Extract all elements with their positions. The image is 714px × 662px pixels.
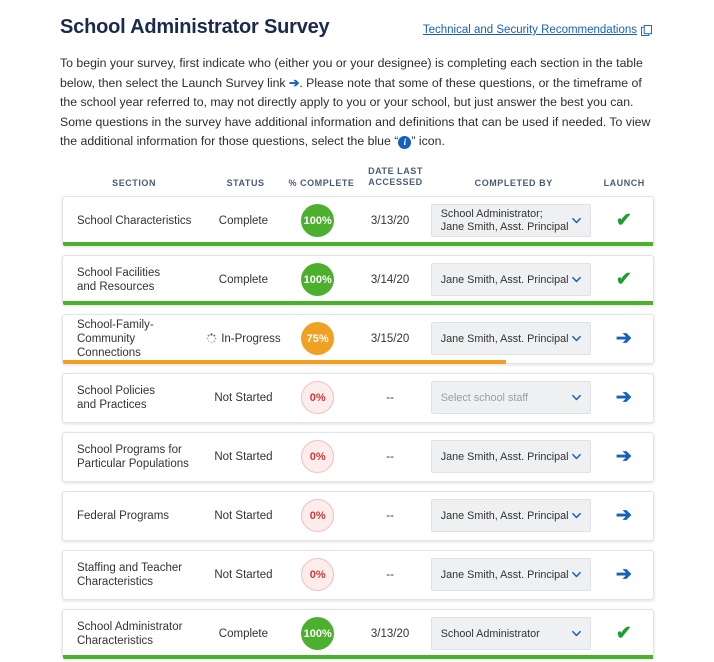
- table-row: [62, 314, 654, 364]
- row-percent-cell: [282, 197, 353, 245]
- row-status: [205, 492, 282, 540]
- row-status-label: Not Started: [214, 450, 273, 463]
- row-completed-by-cell: [427, 551, 595, 599]
- table-row: [62, 609, 654, 659]
- arrow-glyph-icon: ➔: [289, 75, 300, 90]
- completed-by-select[interactable]: [431, 263, 591, 296]
- table-row: [62, 550, 654, 600]
- check-icon[interactable]: ✔: [615, 269, 632, 291]
- survey-sections-table: [0, 152, 714, 659]
- info-icon: i: [398, 136, 411, 149]
- intro-text-3: ” icon.: [411, 134, 445, 149]
- row-launch-cell: [595, 256, 653, 304]
- arrow-icon[interactable]: ➔: [615, 505, 632, 527]
- row-status: [205, 315, 282, 363]
- completed-by-select[interactable]: [431, 440, 591, 473]
- completed-by-value: Jane Smith, Asst. Principal: [440, 568, 569, 581]
- row-status-label: Not Started: [214, 568, 273, 581]
- completed-by-select[interactable]: [431, 204, 591, 237]
- completed-by-select[interactable]: [431, 617, 591, 650]
- row-percent-cell: [282, 551, 353, 599]
- percent-complete-badge: 100%: [301, 617, 334, 650]
- table-row: [62, 373, 654, 423]
- chevron-down-icon[interactable]: [571, 274, 582, 285]
- row-date-last-accessed: --: [386, 391, 394, 404]
- column-header-status: STATUS: [226, 177, 265, 188]
- page-header: [0, 0, 714, 40]
- row-launch-cell: [595, 492, 653, 540]
- external-link-icon: [641, 25, 652, 36]
- column-header-section: SECTION: [112, 177, 156, 188]
- column-header-completed-by: COMPLETED BY: [474, 177, 553, 188]
- arrow-icon[interactable]: ➔: [615, 387, 632, 409]
- row-completed-by-cell: [427, 610, 595, 658]
- row-status: [205, 551, 282, 599]
- row-section-name: School Facilities and Resources: [77, 266, 161, 293]
- chevron-down-icon[interactable]: [571, 510, 582, 521]
- row-percent-cell: [282, 433, 353, 481]
- row-section-name: School-Family-Community Connections: [77, 318, 154, 359]
- row-status-label: Not Started: [214, 509, 273, 522]
- completed-by-value: Select school staff: [440, 391, 529, 404]
- row-status: [205, 433, 282, 481]
- row-completed-by-cell: [427, 433, 595, 481]
- table-body: [62, 196, 654, 659]
- table-column-headers: [62, 166, 654, 196]
- chevron-down-icon[interactable]: [571, 333, 582, 344]
- table-row: [62, 255, 654, 305]
- arrow-icon[interactable]: ➔: [615, 564, 632, 586]
- row-percent-cell: [282, 256, 353, 304]
- intro-text-2: . Please note that some of these questions, or the timeframe of the school year referred to, may not directly apply to you or your school, but just answer the best you can. Some questions in the survey have additional information and definitions that can be used if needed. To view the additional information for those questions, select the blue “: [60, 75, 651, 149]
- chevron-down-icon[interactable]: [571, 215, 582, 226]
- row-percent-cell: [282, 374, 353, 422]
- row-date-last-accessed: 3/15/20: [370, 332, 410, 345]
- check-icon[interactable]: ✔: [615, 210, 632, 232]
- completed-by-value: Jane Smith, Asst. Principal: [440, 273, 569, 286]
- column-header-date-line1: DATE LAST: [368, 165, 423, 176]
- row-completed-by-cell: [427, 374, 595, 422]
- row-percent-cell: [282, 610, 353, 658]
- row-section-name: Staffing and Teacher Characteristics: [77, 561, 183, 588]
- percent-complete-badge: 0%: [301, 499, 334, 532]
- percent-complete-badge: 0%: [301, 440, 334, 473]
- intro-paragraph: [0, 40, 714, 152]
- column-header-date-line2: ACCESSED: [368, 176, 423, 187]
- technical-security-recommendations-label: Technical and Security Recommendations: [422, 24, 637, 36]
- column-header-launch: LAUNCH: [603, 177, 645, 188]
- column-header-date-last-accessed: [358, 166, 433, 188]
- percent-complete-badge: 0%: [301, 381, 334, 414]
- row-date-last-accessed: 3/13/20: [370, 214, 410, 227]
- row-status: [205, 610, 282, 658]
- row-progress-bar: [63, 655, 653, 659]
- row-status: [205, 197, 282, 245]
- row-date-last-accessed: 3/13/20: [370, 627, 410, 640]
- completed-by-select[interactable]: [431, 322, 591, 355]
- chevron-down-icon[interactable]: [571, 451, 582, 462]
- row-completed-by-cell: [427, 315, 595, 363]
- completed-by-select[interactable]: [431, 381, 591, 414]
- row-date-last-accessed: --: [386, 568, 394, 581]
- chevron-down-icon[interactable]: [571, 569, 582, 580]
- chevron-down-icon[interactable]: [571, 628, 582, 639]
- completed-by-value: School Administrator: [440, 627, 540, 640]
- row-status-label: In-Progress: [221, 332, 281, 345]
- row-launch-cell: [595, 551, 653, 599]
- row-section-name: School Administrator Characteristics: [77, 620, 183, 647]
- row-status-label: Not Started: [214, 391, 273, 404]
- row-completed-by-cell: [427, 492, 595, 540]
- row-section-name: School Characteristics: [77, 214, 192, 227]
- row-percent-cell: [282, 492, 353, 540]
- row-percent-cell: [282, 315, 353, 363]
- arrow-icon[interactable]: ➔: [615, 446, 632, 468]
- page-title: School Administrator Survey: [60, 16, 330, 38]
- row-section-name: School Policies and Practices: [77, 384, 155, 411]
- row-date-last-accessed: 3/14/20: [370, 273, 410, 286]
- row-status-label: Complete: [218, 627, 269, 640]
- row-section-name: Federal Programs: [77, 509, 170, 522]
- row-completed-by-cell: [427, 256, 595, 304]
- row-completed-by-cell: [427, 197, 595, 245]
- row-launch-cell: [595, 315, 653, 363]
- row-progress-bar: [63, 242, 653, 246]
- completed-by-value: School Administrator; Jane Smith, Asst. Principal: [440, 208, 569, 233]
- spinner-icon: [206, 333, 217, 344]
- row-launch-cell: [595, 610, 653, 658]
- row-status: [205, 256, 282, 304]
- table-row: [62, 491, 654, 541]
- completed-by-value: Jane Smith, Asst. Principal: [440, 332, 569, 345]
- row-progress-bar: [63, 360, 506, 364]
- percent-complete-badge: 0%: [301, 558, 334, 591]
- row-launch-cell: [595, 197, 653, 245]
- completed-by-select[interactable]: [431, 499, 591, 532]
- completed-by-select[interactable]: [431, 558, 591, 591]
- percent-complete-badge: 75%: [301, 322, 334, 355]
- row-progress-bar: [63, 301, 653, 305]
- technical-security-recommendations-link[interactable]: [423, 24, 652, 36]
- check-icon[interactable]: ✔: [615, 623, 632, 645]
- row-section-name: School Programs for Particular Populations: [77, 443, 189, 470]
- intro-text-1: To begin your survey, first indicate who (either you or your designee) is completing each section in the table below, then select the Launch Survey link: [60, 56, 643, 90]
- chevron-down-icon[interactable]: [571, 392, 582, 403]
- completed-by-value: Jane Smith, Asst. Principal: [440, 450, 569, 463]
- completed-by-value: Jane Smith, Asst. Principal: [440, 509, 569, 522]
- table-row: [62, 196, 654, 246]
- percent-complete-badge: 100%: [301, 263, 334, 296]
- row-launch-cell: [595, 433, 653, 481]
- row-date-last-accessed: --: [386, 450, 394, 463]
- arrow-icon[interactable]: ➔: [615, 328, 632, 350]
- row-date-last-accessed: --: [386, 509, 394, 522]
- table-row: [62, 432, 654, 482]
- row-status: [205, 374, 282, 422]
- row-status-label: Complete: [218, 273, 269, 286]
- row-status-label: Complete: [218, 214, 269, 227]
- row-launch-cell: [595, 374, 653, 422]
- column-header-percent-complete: % COMPLETE: [288, 177, 355, 188]
- percent-complete-badge: 100%: [301, 204, 334, 237]
